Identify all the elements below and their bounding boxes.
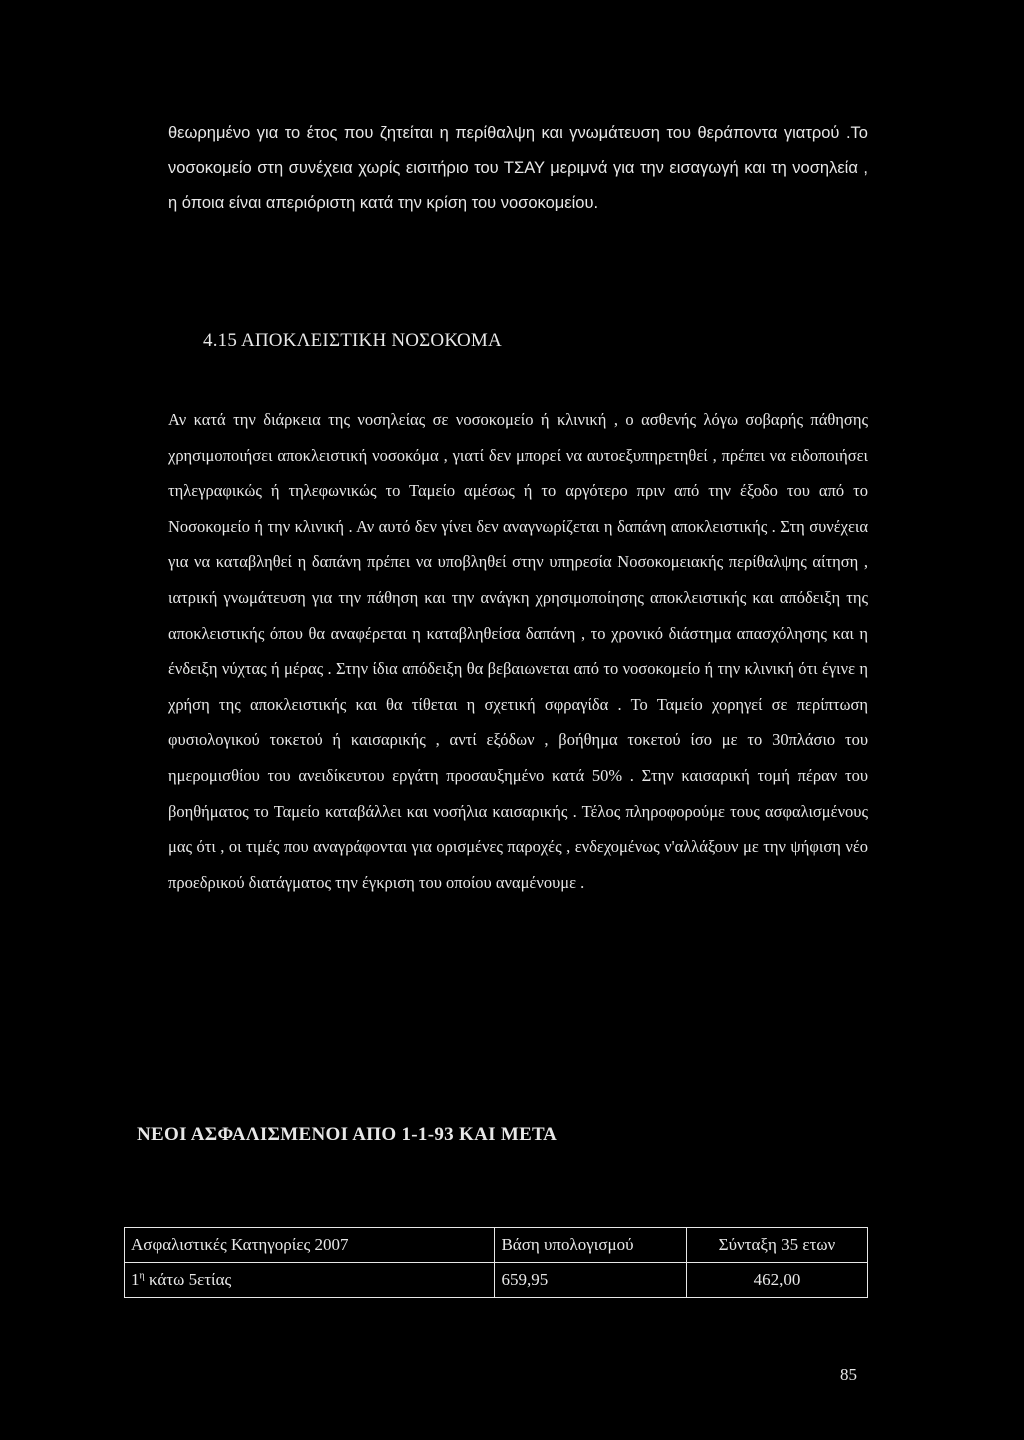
cell-pension: 462,00 — [686, 1263, 867, 1298]
header-category: Ασφαλιστικές Κατηγορίες 2007 — [125, 1228, 495, 1263]
page-number: 85 — [840, 1365, 857, 1384]
category-ordinal: η — [139, 1270, 145, 1282]
new-insured-title: ΝΕΟΙ ΑΣΦΑΛΙΣΜΕΝΟΙ ΑΠΟ 1-1-93 ΚΑΙ ΜΕΤΑ — [137, 1124, 558, 1145]
category-number: 1 — [131, 1270, 140, 1289]
insurance-categories-table — [124, 1227, 868, 1298]
intro-paragraph: θεωρημένο για το έτος που ζητείται η περίθαλψη και γνωμάτευση του θεράποντα γιατρού .Το νοσοκομείο στη συνέχεια χωρίς εισιτήριο του ΤΣΑΥ μεριμνά για την εισαγωγή και τη νοσηλεία , η όποια είναι απεριόριστη κατά την κρίση του νοσοκομείου. — [168, 124, 868, 212]
section-body-paragraph: Αν κατά την διάρκεια της νοσηλείας σε νοσοκομείο ή κλινική , ο ασθενής λόγω σοβαρής πάθησης χρησιμοποιήσει αποκλειστική νοσοκόμα , γιατί δεν μπορεί να αυτοεξυπηρετηθεί , πρέπει να ειδοποιήσει τηλεγραφικώς ή τηλεφωνικώς το Ταμείο αμέσως ή το αργότερο πριν από την έξοδο του από το Νοσοκομείο ή την κλινική . Αν αυτό δεν γίνει δεν αναγνωρίζεται η δαπάνη αποκλειστικής . Στη συνέχεια για να καταβληθεί η δαπάνη πρέπει να υποβληθεί στην υπηρεσία Νοσοκομειακής περίθαλψης αίτηση , ιατρική γνωμάτευση για την πάθηση και την ανάγκη χρησιμοποίησης αποκλειστικής και απόδειξη της αποκλειστικής όπου θα αναφέρεται η καταβληθείσα δαπάνη , το χρονικό διάστημα απασχόλησης και η ένδειξη νύχτας ή μέρας . Στην ίδια απόδειξη θα βεβαιωνεται από το νοσοκομείο ή την κλινική ότι έγινε η χρήση της αποκλειστικής και θα τίθεται η σχετική σφραγίδα . Το Ταμείο χορηγεί σε περίπτωση φυσιολογικού τοκετού ή καισαρικής , αντί εξόδων , βοήθημα τοκετού ίσο με το 30πλάσιο του ημερομισθίου του ανειδίκευτου εργάτη προσαυξημένο κατά 50% . Στην καισαρική τομή πέραν του βοηθήματος το Ταμείο καταβάλλει και νοσήλια καισαρικής . Τέλος πληροφορούμε τους ασφαλισμένους μας ότι , οι τιμές που αναγράφονται για ορισμένες παροχές , ενδεχομένως ν'αλλάξουν με την ψήφιση νέο προεδρικού διατάγματος την έγκριση του οποίου αναμένουμε . — [168, 410, 868, 892]
cell-category — [125, 1263, 495, 1298]
header-base: Βάση υπολογισμού — [495, 1228, 686, 1263]
header-pension: Σύνταξη 35 ετων — [686, 1228, 867, 1263]
category-text: κάτω 5ετίας — [144, 1270, 232, 1289]
table-header-row — [125, 1228, 868, 1263]
section-title: 4.15 ΑΠΟΚΛΕΙΣΤΙΚΗ ΝΟΣΟΚΟΜΑ — [203, 330, 502, 351]
cell-base: 659,95 — [495, 1263, 686, 1298]
table-row — [125, 1263, 868, 1298]
